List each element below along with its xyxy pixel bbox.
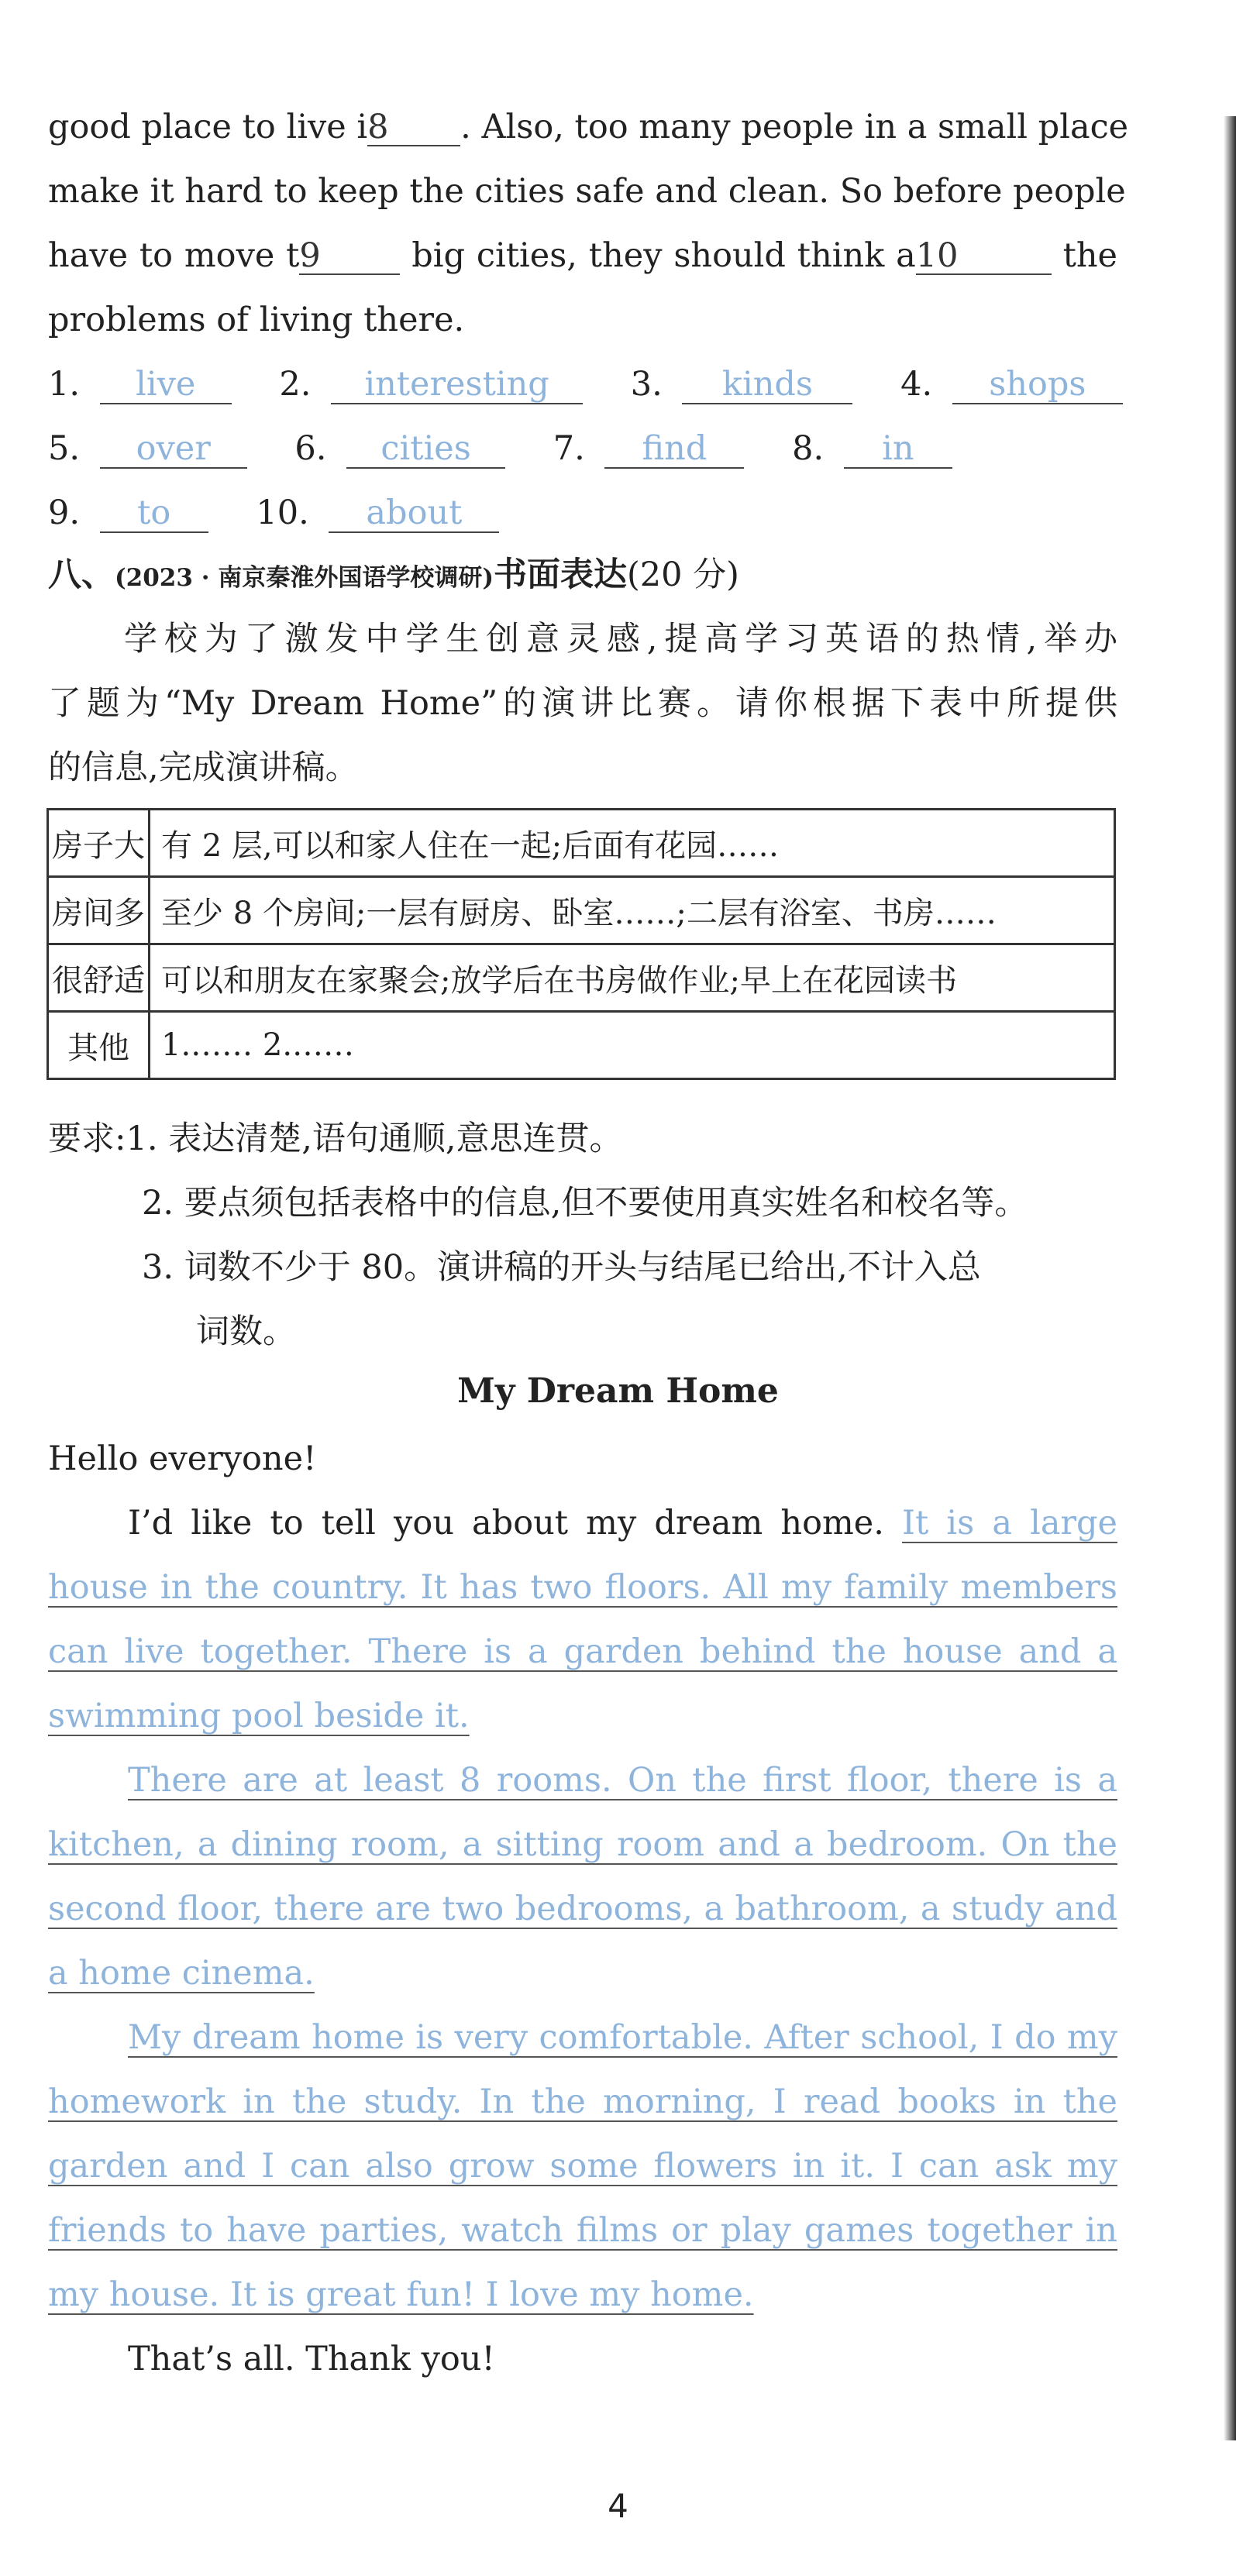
answers-row-2: 5. over 6. cities 7. find 8. in: [48, 425, 1117, 472]
answers-row-3: 9. to 10. about: [48, 490, 1117, 536]
blank-10: 10: [916, 238, 1052, 275]
essay-p2-line-1: There are at least 8 rooms. On the first floor, there is a: [128, 1761, 1117, 1800]
blank-8: 8: [367, 109, 460, 146]
answer-7: find: [604, 430, 744, 469]
essay-greeting: Hello everyone!: [48, 1439, 317, 1478]
essay-p3-line-4: friends to have parties, watch films or play games together in: [48, 2211, 1117, 2250]
passage-line-4: problems of living there.: [48, 301, 465, 339]
essay-p3-line-3: garden and I can also grow some flowers in it. I can ask my: [48, 2147, 1117, 2186]
essay-p1-line-4: swimming pool beside it.: [48, 1697, 470, 1735]
section-8-source: (2023 · 南京秦淮外国语学校调研): [115, 564, 494, 592]
passage-line-3: have to move t9 big cities, they should think a10 the: [48, 236, 1117, 275]
essay-p3-line-5: my house. It is great fun! I love my home.: [48, 2275, 754, 2314]
table-row: 很舒适 可以和朋友在家聚会;放学后在书房做作业;早上在花园读书: [48, 944, 1115, 1012]
essay-p3-line-1: My dream home is very comfortable. After school, I do my: [128, 2018, 1117, 2057]
info-table: [46, 808, 1116, 1080]
passage-line-1: good place to live i8 . Also, too many people in a small place: [48, 108, 1129, 146]
requirement-3-cont: 词数。: [196, 1312, 296, 1351]
answer-2: interesting: [331, 366, 583, 404]
essay-p1-line-2: house in the country. It has two floors. All my family members: [48, 1568, 1117, 1607]
answer-4: shops: [952, 366, 1123, 404]
essay-p2-line-3: second floor, there are two bedrooms, a bathroom, a study and: [48, 1890, 1117, 1928]
requirement-1: 要求:1. 表达清楚,语句通顺,意思连贯。: [48, 1119, 623, 1158]
table-row: 房子大 有 2 层,可以和家人住在一起;后面有花园……: [48, 810, 1115, 877]
essay-p2-line-2: kitchen, a dining room, a sitting room and a bedroom. On the: [48, 1825, 1117, 1864]
section-8-intro-3: 的信息,完成演讲稿。: [48, 748, 359, 787]
table-row: 房间多 至少 8 个房间;一层有厨房、卧室……;二层有浴室、书房……: [48, 877, 1115, 944]
essay-p3-line-2: homework in the study. In the morning, I read books in the: [48, 2082, 1117, 2121]
section-8-title: 书面表达: [494, 555, 627, 594]
section-8-intro-2: 了题为“My Dream Home”的演讲比赛。请你根据下表中所提供: [48, 684, 1117, 723]
answer-9: to: [100, 494, 208, 533]
answer-5: over: [100, 430, 247, 469]
page-edge-shadow: [1224, 116, 1236, 2440]
section-8-intro-1: 学校为了激发中学生创意灵感,提高学习英语的热情,举办: [124, 620, 1117, 659]
passage-line-2: make it hard to keep the cities safe and clean. So before people: [48, 172, 1126, 211]
table-row: 其他 1.…… 2.……: [48, 1012, 1115, 1079]
page-number: 4: [608, 2487, 628, 2525]
essay-p1-line-3: can live together. There is a garden behind the house and a: [48, 1632, 1117, 1671]
essay-p1-line-1: I’d like to tell you about my dream home. It is a large: [128, 1504, 1117, 1543]
requirement-3: 3. 词数不少于 80。演讲稿的开头与结尾已给出,不计入总: [142, 1248, 981, 1287]
answer-10: about: [329, 494, 499, 533]
answer-1: live: [100, 366, 232, 404]
essay-title: My Dream Home: [457, 1371, 779, 1411]
essay-p2-line-4: a home cinema.: [48, 1954, 315, 1993]
answers-row-1: 1. live 2. interesting 3. kinds 4. shops: [48, 361, 1117, 408]
answer-6: cities: [346, 430, 505, 469]
essay-closing: That’s all. Thank you!: [128, 2340, 495, 2378]
requirement-2: 2. 要点须包括表格中的信息,但不要使用真实姓名和校名等。: [142, 1184, 1028, 1223]
blank-9: 9: [299, 238, 400, 275]
answer-3: kinds: [682, 366, 852, 404]
section-8-heading: 八、(2023 · 南京秦淮外国语学校调研)书面表达(20 分): [48, 555, 739, 594]
answer-8: in: [844, 430, 952, 469]
